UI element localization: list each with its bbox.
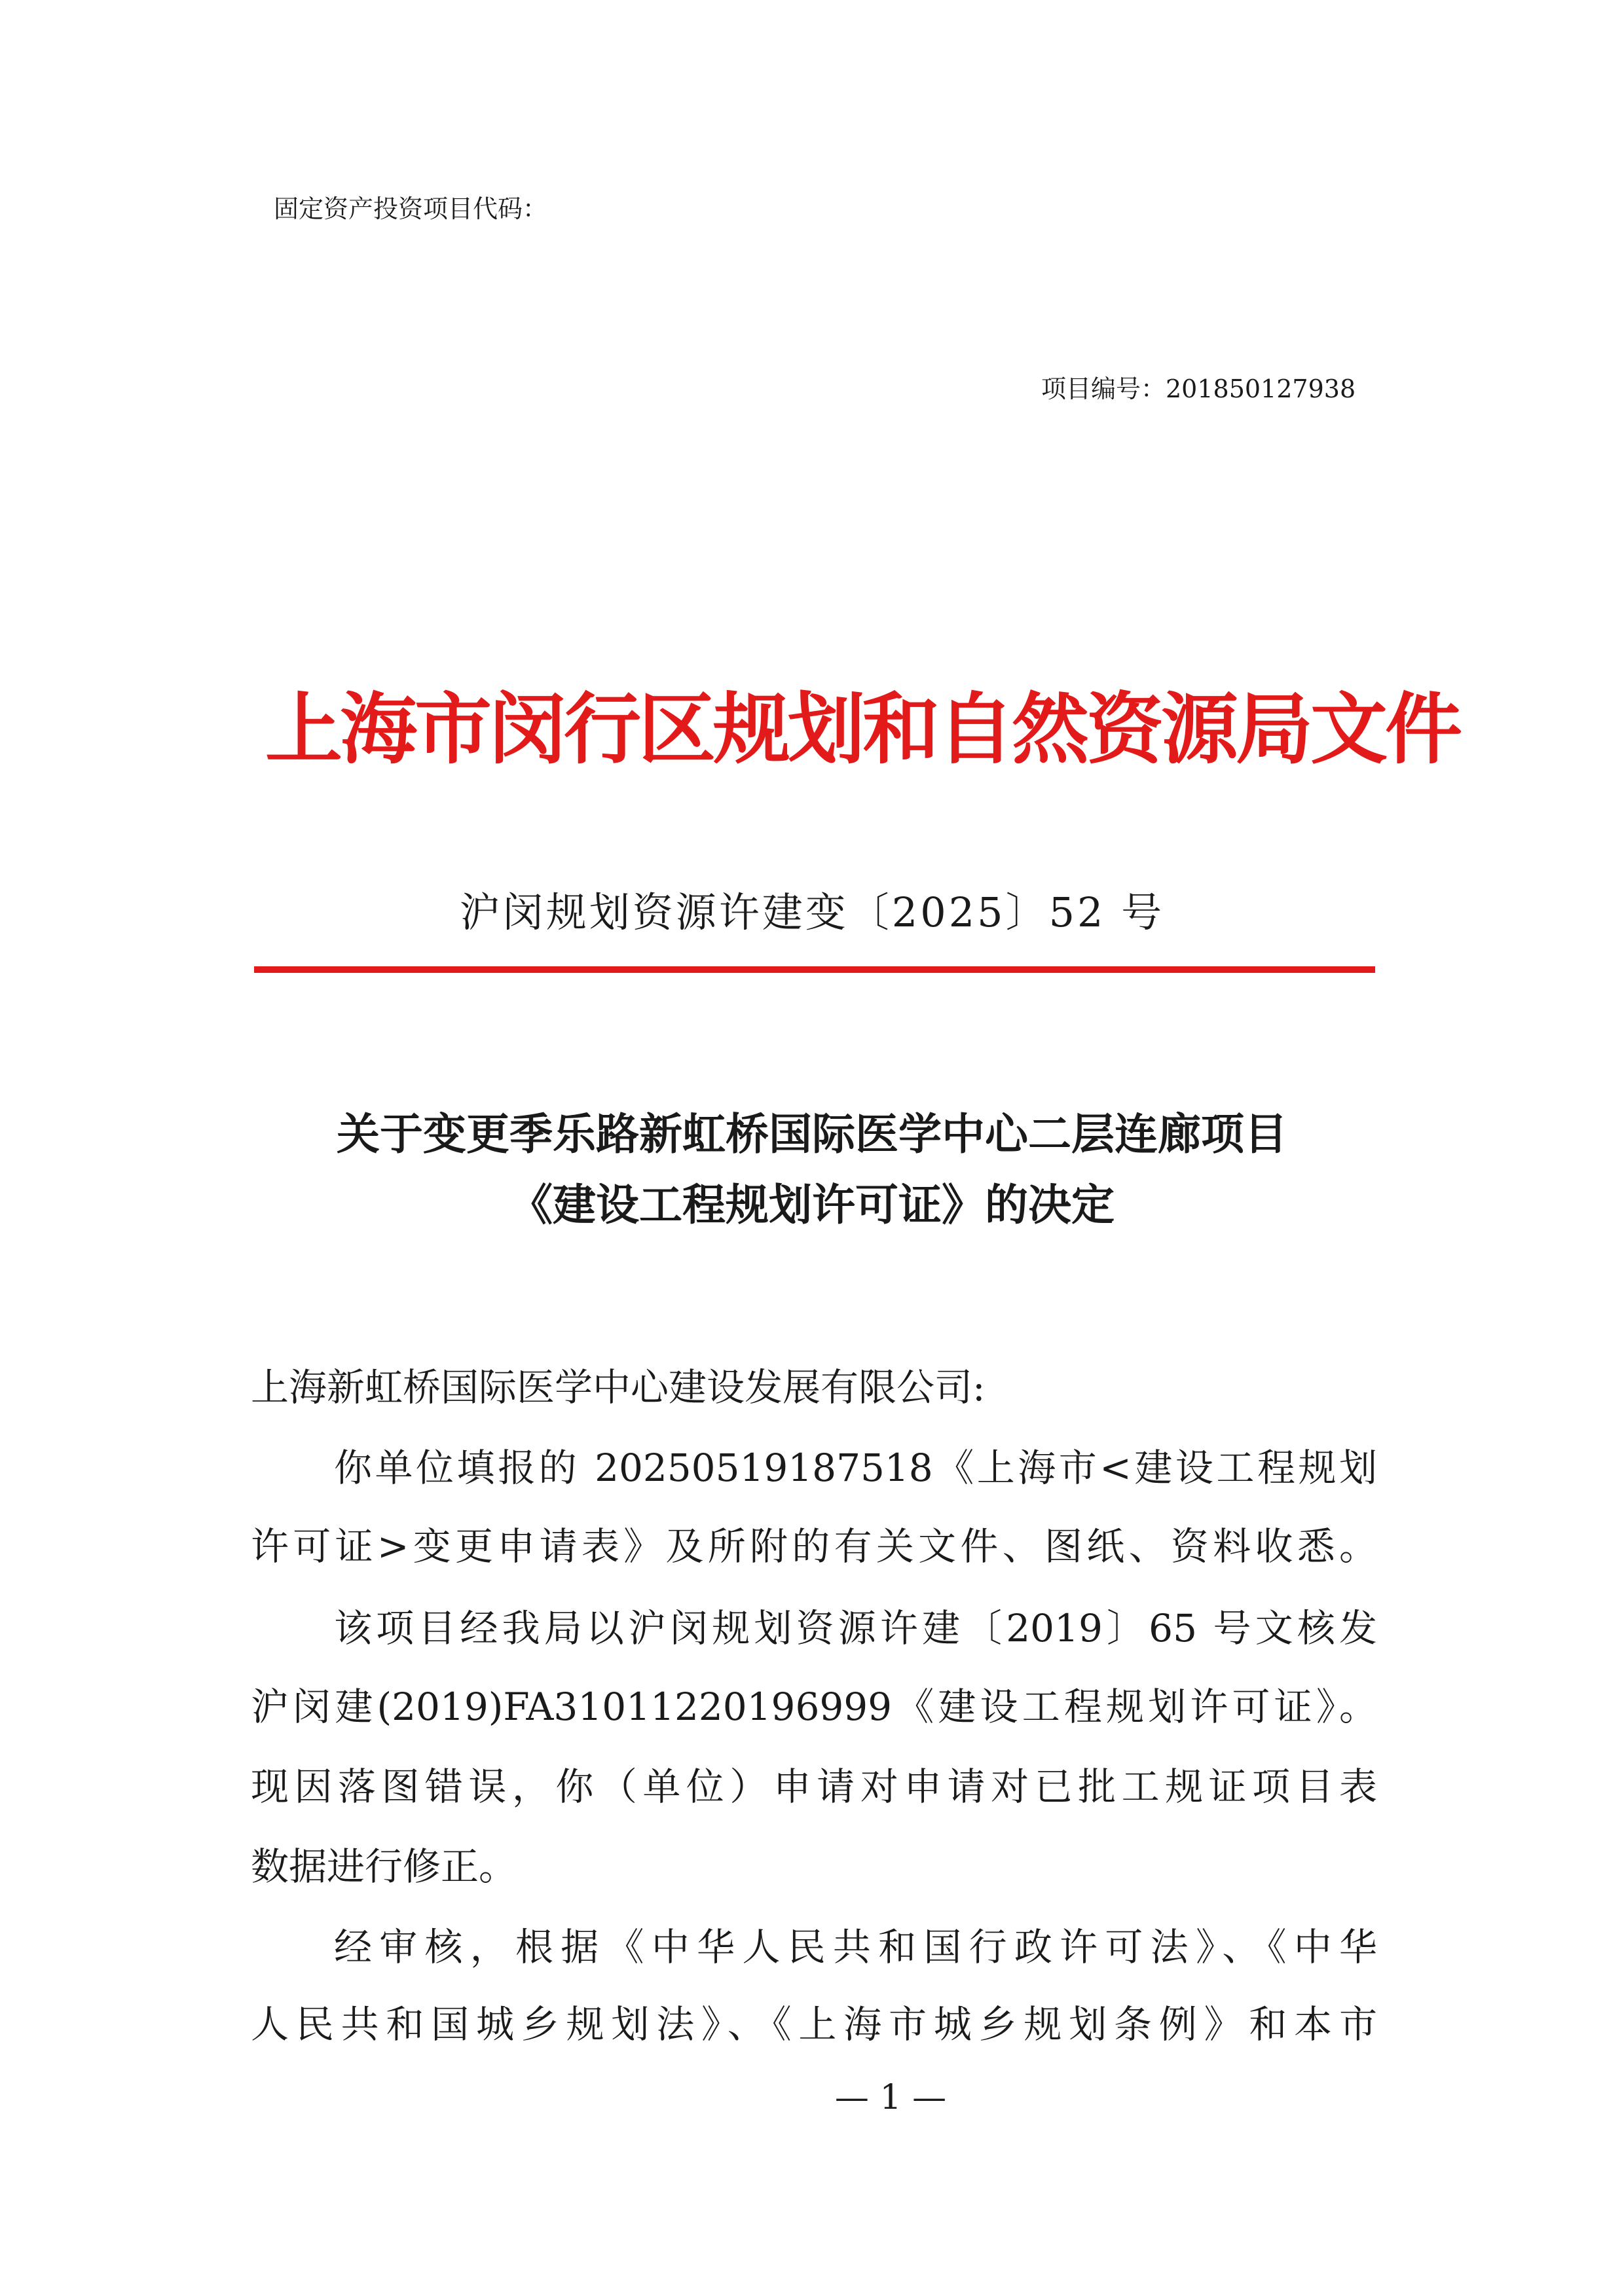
issuer-heading: 上海市闵行区规划和自然资源局文件 (265, 684, 1460, 774)
body-line: 许可证>变更申请表》及所附的有关文件、图纸、资料收悉。 (251, 1524, 1377, 1569)
body-line: 沪闵建(2019)FA31011220196999《建设工程规划许可证》。 (251, 1685, 1377, 1729)
body-line: 你单位填报的 20250519187518《上海市<建设工程规划 (334, 1446, 1377, 1490)
project-number: 项目编号：201850127938 (1041, 374, 1356, 403)
document-number: 沪闵规划资源许建变〔2025〕52 号 (459, 888, 1165, 936)
page-number: — 1 — (834, 2078, 947, 2117)
addressee: 上海新虹桥国际医学中心建设发展有限公司: (251, 1365, 986, 1410)
body-line: 经审核，根据《中华人民共和国行政许可法》、《中华 (334, 1925, 1377, 1969)
document-title-line-1: 关于变更季乐路新虹桥国际医学中心二层连廊项目 (337, 1109, 1287, 1159)
body-line: 人民共和国城乡规划法》、《上海市城乡规划条例》和本市 (251, 2002, 1377, 2047)
investment-code-label: 固定资产投资项目代码： (274, 194, 548, 223)
document-title-line-2: 《建设工程规划许可证》的决定 (509, 1180, 1115, 1230)
body-line: 该项目经我局以沪闵规划资源许建〔2019〕65 号文核发 (334, 1606, 1377, 1650)
body-line: 数据进行修正。 (251, 1844, 517, 1889)
body-line: 现因落图错误，你（单位）申请对申请对已批工规证项目表 (251, 1764, 1377, 1809)
red-divider (254, 966, 1375, 973)
